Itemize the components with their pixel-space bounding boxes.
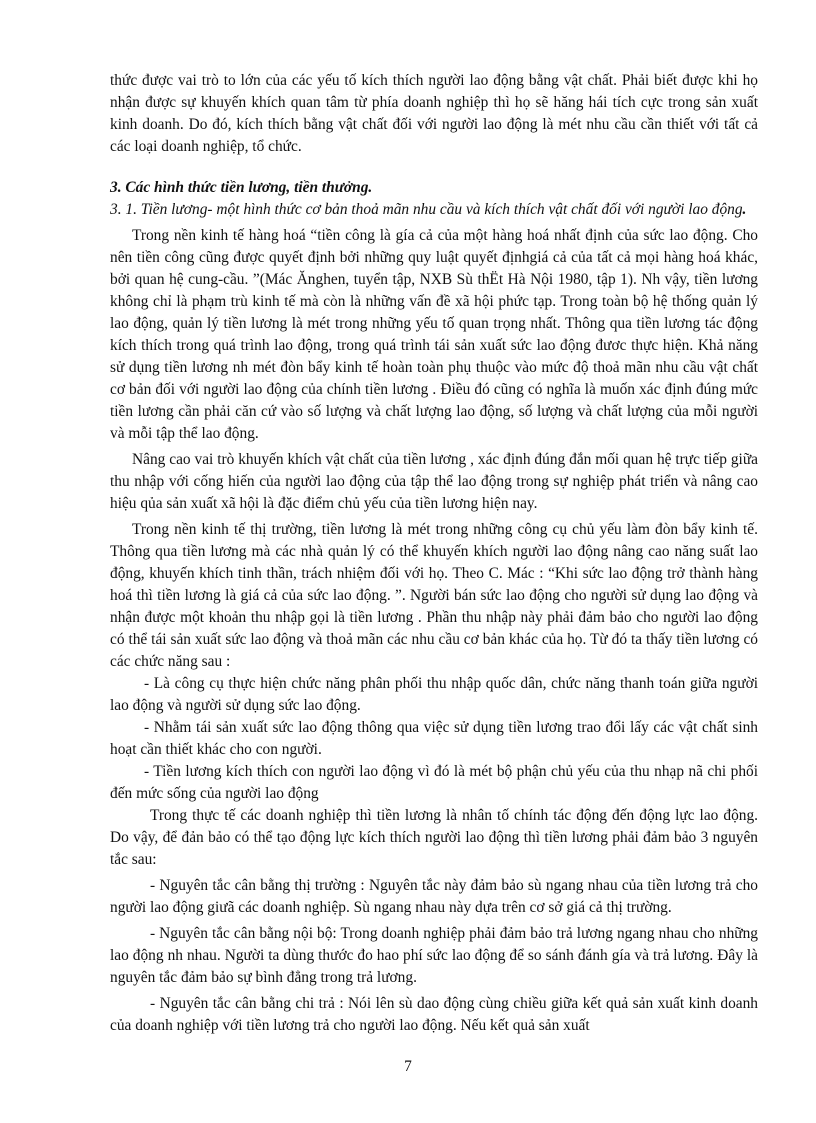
list-item-function-2: - Nhằm tái sản xuất sức lao động thông qua việc sử dụng tiền lương trao đổi lấy các vật chất sinh hoạt cần thiết khác cho con người. bbox=[110, 719, 758, 758]
paragraph-wage-concept: Trong nền kinh tế hàng hoá “tiền công là gía cả của một hàng hoá nhất định của sức lao động. Cho nên tiền công cũng được quyết định bởi những quy luật quyết địnhgiá cả của tất cả mọi hàng hoá khác, bởi quan hệ cung-cầu. ”(Mác Ănghen, tuyển tập, NXB Sù thËt Hà Nội 1980, tập 1). Nh vậy, tiền lương không chỉ là phạm trù kinh tế mà còn là những vấn đề xã hội phức tạp. Trong toàn bộ hệ thống quản lý lao động, quản lý tiền lương là mét trong những yếu tố quan trọng nhất. Thông qua tiền lương tác động kích thích trong quá trình lao động, trong quá trình tái sản xuất sức lao động đươc thực hiện. Khả năng sử dụng tiền lương nh mét đòn bẩy kinh tế hoàn toàn phụ thuộc vào mức độ thoả mãn nhu cầu vật chất cơ bản đối với người lao động của chính tiền lương . Điều đó cũng có nghĩa là muốn xác định đúng mức tiền lương cần phải căn cứ vào số lượng và chất lượng lao động, số lượng và chất lượng của mỗi người và mỗi tập thể lao động. bbox=[110, 227, 758, 442]
paragraph-intro: thức được vai trò to lớn của các yếu tố kích thích người lao động bằng vật chất. Phải biết được khi họ nhận được sự khuyến khích quan tâm từ phía doanh nghiệp thì họ sẽ hăng hái tích cực trong sản xuất kinh doanh. Do đó, kích thích bằng vật chất đối với người lao động là mét nhu cầu cần thiết với tất cả các loại doanh nghiệp, tổ chức. bbox=[110, 72, 758, 155]
list-item-function-3: - Tiền lương kích thích con người lao động vì đó là mét bộ phận chủ yếu của thu nhạp nã chi phối đến mức sống của người lao động bbox=[110, 763, 758, 802]
paragraph-principles: Trong thực tế các doanh nghiệp thì tiền lương là nhân tố chính tác động đến động lực lao động. Do vậy, để đản bảo có thể tạo động lực kích thích người lao động thì tiền lương phải đảm bảo 3 nguyên tắc sau: bbox=[110, 807, 758, 868]
page-number: 7 bbox=[404, 1058, 412, 1075]
list-item-principle-internal: - Nguyên tắc cân bằng nội bộ: Trong doanh nghiệp phải đảm bảo trả lương ngang nhau cho những lao động nh nhau. Người ta dùng thước đo hao phí sức lao động để so sánh đánh gía và trả lương. Đây là nguyên tắc đảm bảo sự bình đẳng trong trả lương. bbox=[110, 925, 758, 986]
list-item-principle-payment: - Nguyên tắc cân bằng chi trả : Nói lên sù dao động cùng chiều giữa kết quả sản xuất kinh doanh của doanh nghiệp với tiền lương trả cho người lao động. Nếu kết quả sản xuất bbox=[110, 995, 758, 1034]
paragraph-wage-role: Nâng cao vai trò khuyến khích vật chất của tiền lương , xác định đúng đắn mối quan hệ trực tiếp giữa thu nhập với cống hiến của người lao động của tập thể lao động trong sự nghiệp phát triển và nâng cao hiệu qủa sản xuất xã hội là đặc điểm chủ yếu của tiền lương hiện nay. bbox=[110, 451, 758, 512]
subsection-heading-period: . bbox=[742, 201, 747, 218]
document-body bbox=[110, 70, 758, 1037]
subsection-heading-3-1 bbox=[110, 199, 758, 221]
paragraph-wage-market: Trong nền kinh tế thị trường, tiền lương là mét trong những công cụ chủ yếu làm đòn bẩy kinh tế. Thông qua tiền lương mà các nhà quản lý có thể khuyến khích người lao động nâng cao năng suất lao động, khuyến khích tinh thần, trách nhiệm đối với họ. Theo C. Mác : “Khi sức lao động trở thành hàng hoá thì tiền lương là giá cả của sức lao động. ”. Người bán sức lao động cho người sử dụng lao động và nhận được một khoản thu nhập gọi là tiền lương . Phần thu nhập này phải đảm bảo cho người lao động có thể tái sản xuất sức lao động và thoả mãn các nhu cầu cơ bản khác của họ. Từ đó ta thấy tiền lương có các chức năng sau : bbox=[110, 521, 758, 670]
section-heading-3: 3. Các hình thức tiền lương, tiền thưởng. bbox=[110, 179, 373, 196]
list-item-function-1: - Là công cụ thực hiện chức năng phân phối thu nhập quốc dân, chức năng thanh toán giữa người lao động và người sử dụng sức lao động. bbox=[110, 675, 758, 714]
list-item-principle-market: - Nguyên tắc cân bằng thị trường : Nguyên tắc này đảm bảo sù ngang nhau của tiền lương trả cho người lao động giưã các doanh nghiệp. Sù ngang nhau này dựa trên cơ sở giá cả thị trường. bbox=[110, 877, 758, 916]
subsection-heading-text: 3. 1. Tiền lương- một hình thức cơ bản thoả mãn nhu cầu và kích thích vật chất đối với người lao động bbox=[110, 201, 743, 218]
